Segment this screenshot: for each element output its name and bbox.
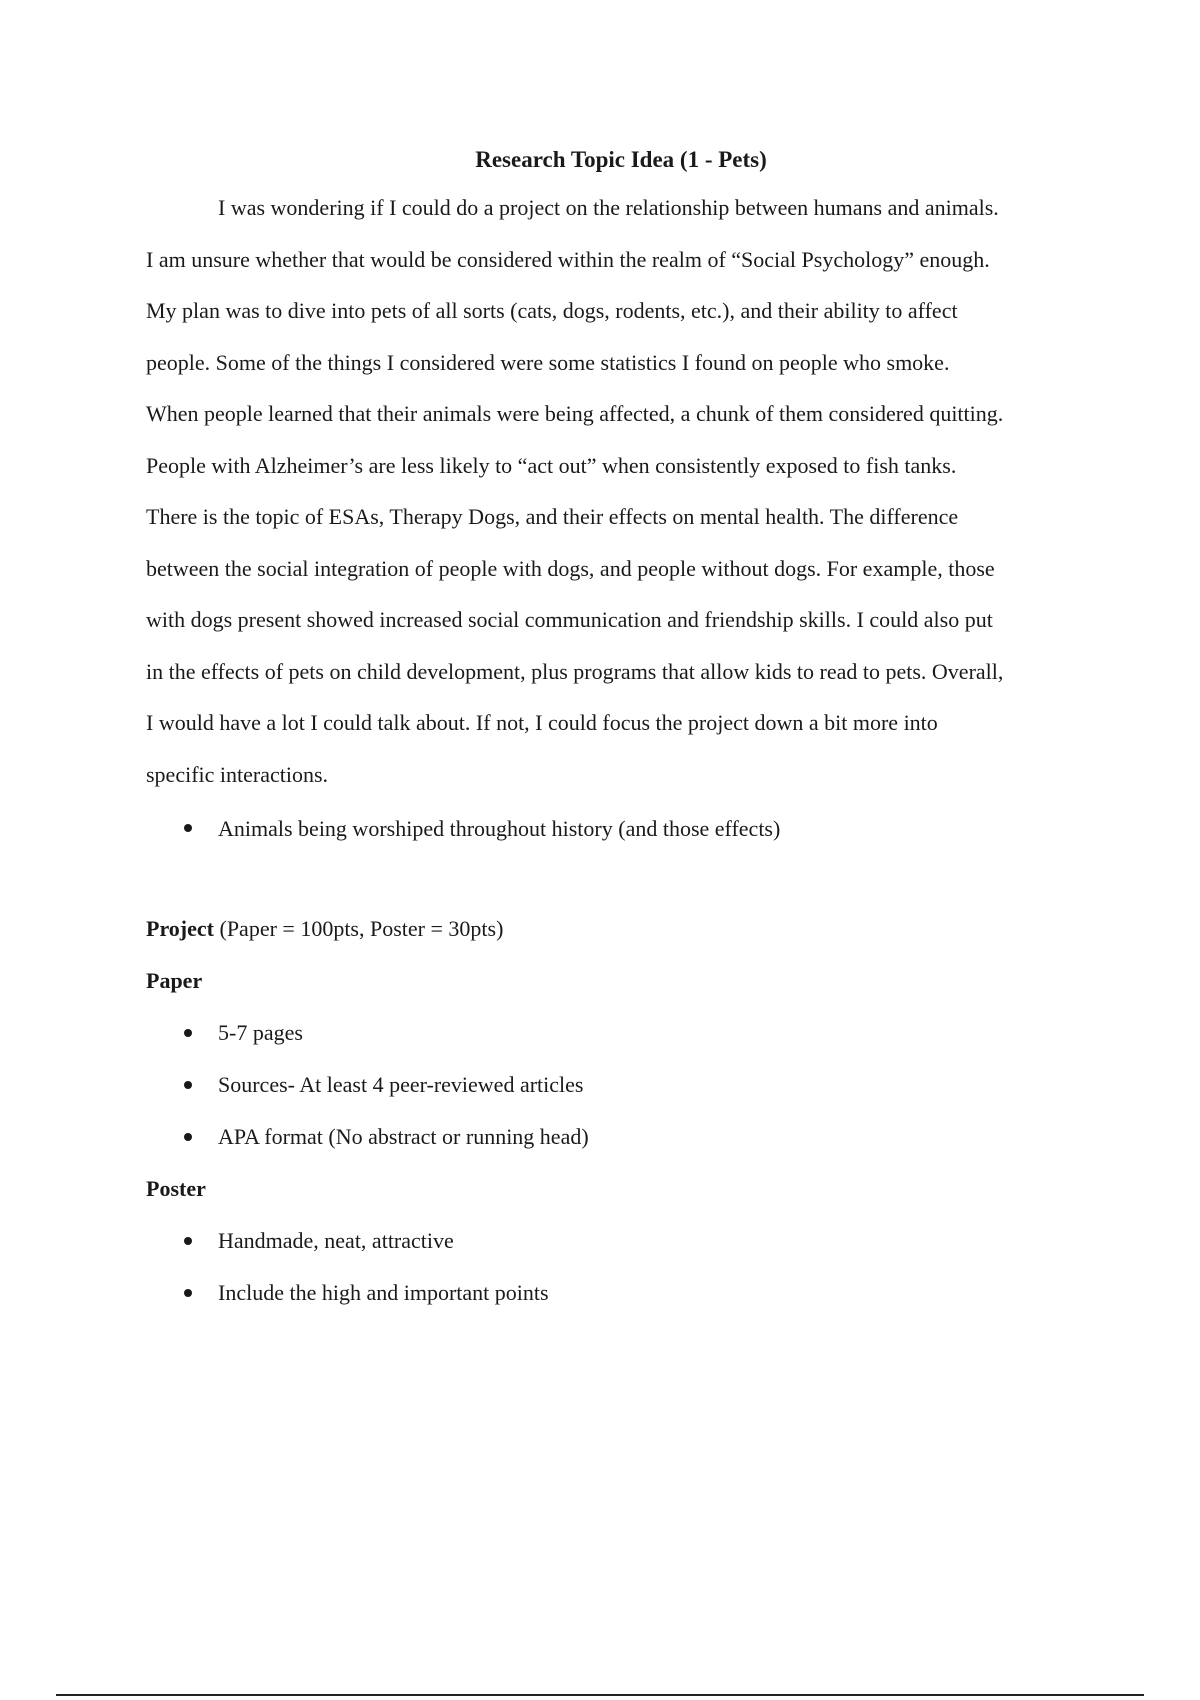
footer-divider — [56, 1694, 1144, 1696]
paper-heading: Paper — [146, 968, 203, 993]
list-item-text: Animals being worshiped throughout history (and those effects) — [218, 816, 781, 841]
project-line — [146, 903, 1096, 955]
bullet-icon — [184, 1133, 192, 1141]
bullet-icon — [184, 824, 192, 832]
document-page — [146, 140, 1096, 1319]
paragraph-line: I would have a lot I could talk about. If not, I could focus the project down a bit more into — [146, 710, 938, 735]
bullet-icon — [184, 1237, 192, 1245]
document-title: Research Topic Idea (1 - Pets) — [475, 147, 767, 172]
body-paragraph — [146, 182, 1096, 800]
list-item-text: Handmade, neat, attractive — [218, 1228, 454, 1253]
list-item-text: 5-7 pages — [218, 1020, 303, 1045]
list-item-text: APA format (No abstract or running head) — [218, 1124, 589, 1149]
paragraph-line: people. Some of the things I considered were some statistics I found on people who smoke. — [146, 349, 950, 375]
paragraph-line: between the social integration of people with dogs, and people without dogs. For example, those — [146, 555, 995, 581]
project-points: (Paper = 100pts, Poster = 30pts) — [219, 916, 504, 941]
paragraph-line: People with Alzheimer’s are less likely to “act out” when consistently exposed to fish tanks. — [146, 452, 957, 478]
poster-bullet-list — [146, 1215, 1096, 1319]
poster-heading: Poster — [146, 1176, 206, 1201]
list-item — [146, 1059, 1096, 1111]
list-item-text: Sources- At least 4 peer-reviewed articles — [218, 1072, 584, 1097]
topic-bullet-list — [146, 800, 1096, 858]
list-item — [146, 1007, 1096, 1059]
paragraph-line: I was wondering if I could do a project on the relationship between humans and animals. — [218, 195, 999, 220]
bullet-icon — [184, 1081, 192, 1089]
paragraph-line: When people learned that their animals were being affected, a chunk of them considered quitting. — [146, 401, 1004, 426]
bullet-icon — [184, 1029, 192, 1037]
paper-bullet-list — [146, 1007, 1096, 1163]
spacer — [146, 858, 1096, 903]
paragraph-line: There is the topic of ESAs, Therapy Dogs, and their effects on mental health. The difference — [146, 504, 959, 529]
paragraph-line: My plan was to dive into pets of all sorts (cats, dogs, rodents, etc.), and their ability to affect — [146, 298, 958, 323]
project-label: Project — [146, 916, 214, 941]
paragraph-line: I am unsure whether that would be considered within the realm of “Social Psychology” enough. — [146, 246, 990, 272]
paragraph-line: in the effects of pets on child development, plus programs that allow kids to read to pets. Overall, — [146, 658, 1004, 684]
list-item — [146, 1267, 1096, 1319]
list-item-text: Include the high and important points — [218, 1280, 549, 1305]
list-item — [146, 800, 1096, 858]
paragraph-line: specific interactions. — [146, 761, 329, 787]
bullet-icon — [184, 1289, 192, 1297]
paragraph-line: with dogs present showed increased social communication and friendship skills. I could also put — [146, 607, 993, 632]
list-item — [146, 1111, 1096, 1163]
list-item — [146, 1215, 1096, 1267]
